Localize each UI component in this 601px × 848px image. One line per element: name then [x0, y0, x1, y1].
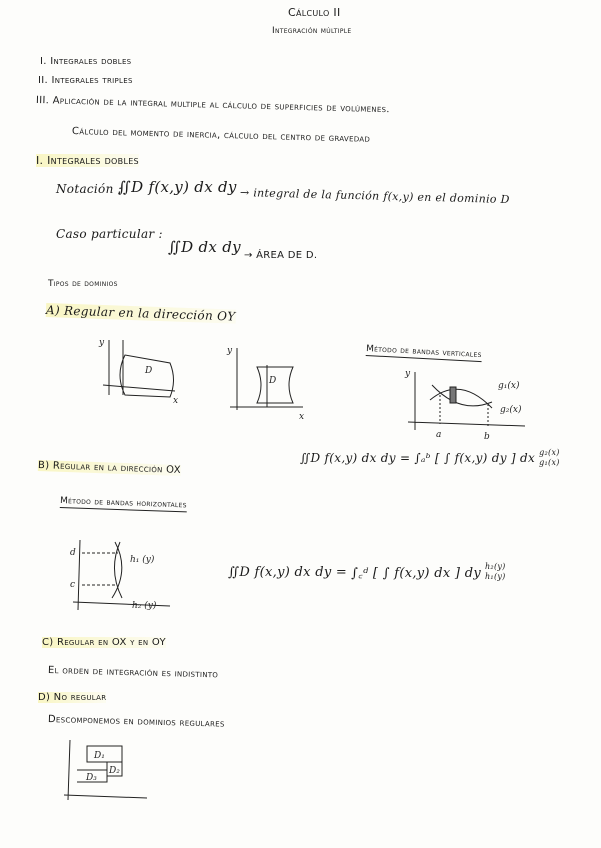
vertical-bands-formula: [300, 448, 560, 468]
formula-left: ∬D f(x,y) dx dy =: [228, 564, 348, 580]
case-c-note: El orden de integración es indistinto: [47, 665, 219, 681]
notation-label: Notación :: [56, 182, 123, 196]
section-heading: I. Integrales dobles: [36, 154, 139, 167]
index-item: III. Aplicación de la integral multiple al cálculo de superficies de volúmenes.: [35, 95, 390, 116]
lower-limit: h₁(y): [484, 572, 506, 581]
svg-text:d: d: [70, 548, 76, 558]
index-item: I. Integrales dobles: [40, 56, 132, 67]
case-d-note: Descomponemos en dominios regulares: [47, 714, 225, 730]
formula-left: ∬D f(x,y) dx dy =: [300, 451, 411, 465]
svg-text:D: D: [145, 366, 153, 376]
formula-right: ∫ₐᵇ [ ∫ f(x,y) dy ] dx: [414, 451, 536, 465]
svg-text:y: y: [227, 346, 233, 356]
notation-description: → integral de la función f(x,y) en el dominio D: [239, 186, 510, 207]
formula-right: ∫꜀ᵈ [ ∫ f(x,y) dx ] dy: [351, 566, 481, 581]
case-a-heading: A) Regular en la dirección OY: [45, 303, 236, 324]
domain-oy-diagram-2: [225, 345, 310, 420]
horizontal-bands-formula: [228, 562, 506, 582]
vertical-bands-diagram: [400, 370, 530, 440]
svg-text:b: b: [484, 432, 490, 442]
particular-case-description: → ÁREA DE D.: [244, 250, 318, 261]
horizontal-bands-diagram: [70, 540, 180, 615]
svg-text:c: c: [70, 580, 76, 590]
decomposition-diagram: [62, 740, 152, 805]
svg-text:x: x: [173, 396, 179, 406]
lower-limit: g₁(x): [539, 458, 560, 467]
svg-text:h₁ (y): h₁ (y): [130, 555, 155, 565]
svg-text:D: D: [269, 376, 277, 386]
svg-text:a: a: [436, 430, 442, 440]
svg-text:g₁(x): g₁(x): [498, 381, 520, 391]
page-title: Cálculo II: [288, 6, 341, 19]
particular-case-formula: ∬D dx dy: [168, 238, 241, 256]
notation-formula: ∬D f(x,y) dx dy: [118, 178, 237, 196]
inner-integral-limits: [539, 448, 560, 468]
svg-text:x: x: [299, 412, 305, 422]
domain-oy-diagram-1: [95, 335, 185, 405]
case-d-heading: D) No regular: [38, 692, 107, 703]
vertical-bands-method-title: Método de bandas verticales: [365, 344, 482, 361]
index-item: Cálculo del momento de inercia, cálculo del centro de gravedad: [71, 126, 371, 145]
domain-types-label: Tipos de dominios: [48, 279, 118, 289]
index-item: II. Integrales triples: [38, 75, 133, 86]
inner-integral-limits: [485, 562, 506, 582]
horizontal-bands-method-title: Método de bandas horizontales: [59, 496, 187, 511]
svg-text:D₂: D₂: [109, 766, 120, 776]
svg-text:y: y: [99, 338, 105, 348]
particular-case-label: Caso particular :: [56, 227, 163, 241]
page-subtitle: Integración múltiple: [272, 26, 352, 36]
svg-text:D₁: D₁: [94, 751, 105, 761]
svg-text:y: y: [405, 369, 411, 379]
upper-limit: h₂(y): [484, 562, 506, 571]
upper-limit: g₂(x): [539, 448, 560, 457]
svg-text:h₂ (y): h₂ (y): [132, 601, 157, 611]
svg-text:D₃: D₃: [86, 773, 97, 783]
case-b-heading: B) Regular en la dirección OX: [37, 460, 182, 476]
case-c-heading: C) Regular en OX y en OY: [42, 637, 166, 648]
svg-text:g₂(x): g₂(x): [500, 405, 522, 415]
